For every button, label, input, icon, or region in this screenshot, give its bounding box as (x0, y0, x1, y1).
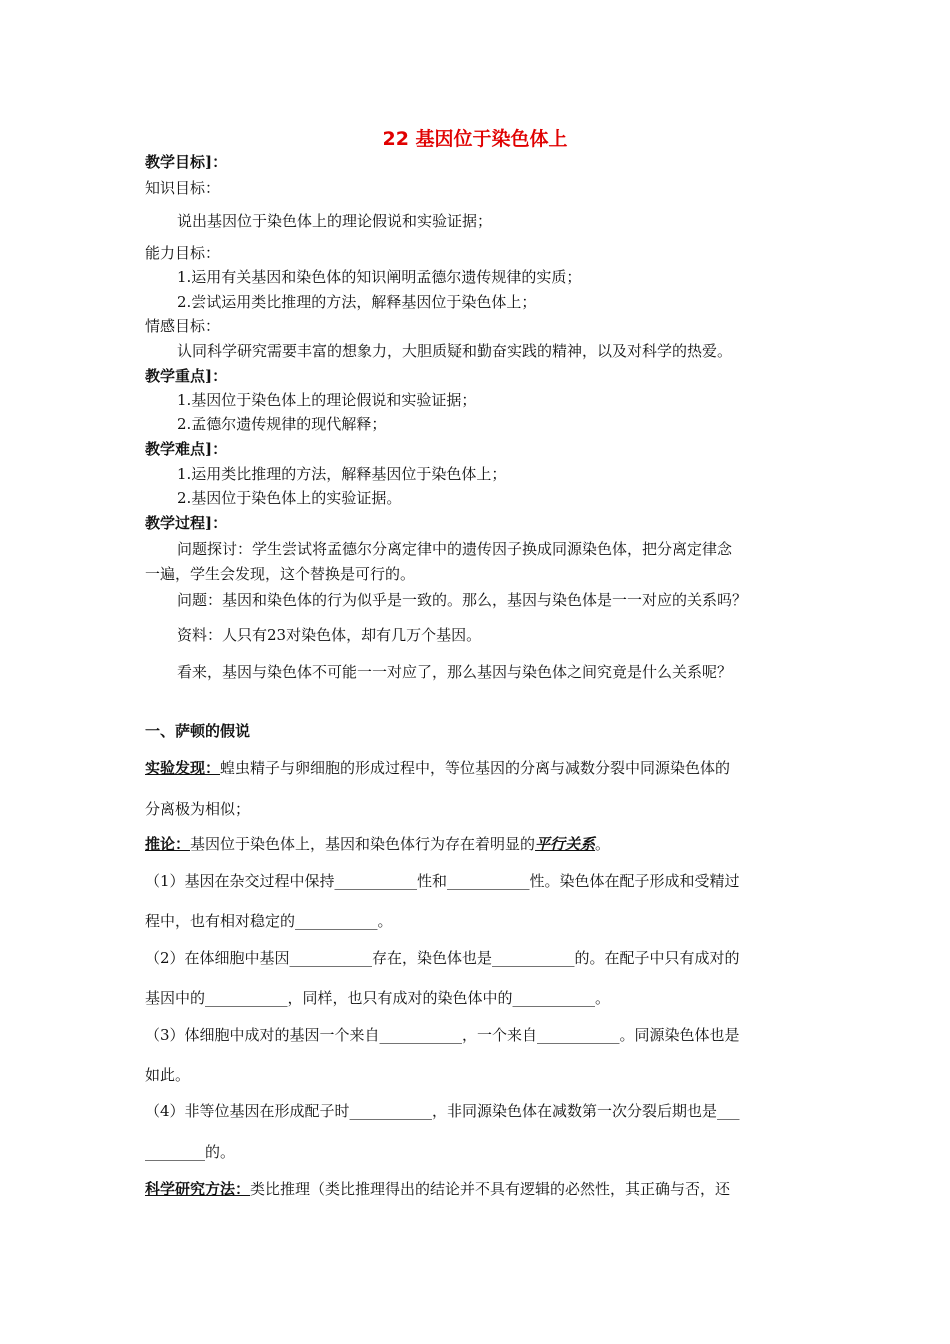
finding-line (145, 758, 730, 778)
process-paragraph-cont: 一遍，学生会发现，这个替换是可行的。 (145, 565, 416, 583)
finding-text: 蝗虫精子与卵细胞的形成过程中，等位基因的分离与减数分裂中同源染色体的 (220, 759, 731, 777)
objectives-heading: 教学目标]： (145, 153, 228, 171)
inference-line (145, 834, 610, 854)
difficulty-item: 1.运用类比推理的方法，解释基因位于染色体上； (177, 465, 507, 483)
question-1: （1）基因在杂交过程中保持___________性和___________性。染色体在配子形成和受精过 (145, 872, 740, 890)
question-3-cont: 如此。 (145, 1066, 191, 1084)
inference-end: 。 (595, 835, 611, 853)
process-heading: 教学过程]： (145, 514, 228, 532)
emotion-text: 认同科学研究需要丰富的想象力，大胆质疑和勤奋实践的精神，以及对科学的热爱。 (177, 342, 733, 360)
inference-emphasis: 平行关系 (535, 835, 596, 853)
method-text: 类比推理（类比推理得出的结论并不具有逻辑的必然性，其正确与否，还 (250, 1180, 731, 1198)
key-points-heading: 教学重点]： (145, 367, 228, 385)
process-paragraph: 问题探讨：学生尝试将孟德尔分离定律中的遗传因子换成同源染色体，把分离定律念 (177, 540, 733, 558)
method-line (145, 1179, 730, 1199)
question-4: （4）非等位基因在形成配子时___________，非同源染色体在减数第一次分裂后期也是___ (145, 1102, 740, 1120)
question-4-cont: ________的。 (145, 1143, 236, 1161)
section-heading: 一、萨顿的假说 (145, 722, 251, 740)
question-3: （3）体细胞中成对的基因一个来自___________，一个来自___________。同源染色体也是 (145, 1026, 740, 1044)
finding-line-cont: 分离极为相似； (145, 800, 251, 818)
knowledge-text: 说出基因位于染色体上的理论假说和实验证据； (177, 212, 493, 230)
inference-label: 推论： (145, 835, 191, 853)
key-point-item: 2.孟德尔遗传规律的现代解释； (177, 415, 387, 433)
knowledge-label: 知识目标： (145, 179, 221, 197)
ability-label: 能力目标： (145, 244, 221, 262)
question-1-cont: 程中，也有相对稳定的___________。 (145, 912, 393, 930)
method-label: 科学研究方法： (145, 1180, 251, 1198)
process-conclusion: 看来，基因与染色体不可能一一对应了，那么基因与染色体之间究竟是什么关系呢？ (177, 663, 733, 681)
difficulty-item: 2.基因位于染色体上的实验证据。 (177, 489, 402, 507)
emotion-label: 情感目标： (145, 317, 221, 335)
question-2-cont: 基因中的___________，同样，也只有成对的染色体中的___________。 (145, 989, 611, 1007)
process-material: 资料：人只有23对染色体，却有几万个基因。 (177, 626, 482, 644)
document-title: 22 基因位于染色体上 (382, 128, 568, 150)
ability-item: 1.运用有关基因和染色体的知识阐明孟德尔遗传规律的实质； (177, 268, 582, 286)
process-question: 问题：基因和染色体的行为似乎是一致的。那么，基因与染色体是一一对应的关系吗？ (177, 591, 748, 609)
finding-label: 实验发现： (145, 759, 221, 777)
question-2: （2）在体细胞中基因___________存在，染色体也是___________的。在配子中只有成对的 (145, 949, 740, 967)
difficulties-heading: 教学难点]： (145, 440, 228, 458)
key-point-item: 1.基因位于染色体上的理论假说和实验证据； (177, 391, 477, 409)
ability-item: 2.尝试运用类比推理的方法，解释基因位于染色体上； (177, 293, 537, 311)
inference-text: 基因位于染色体上，基因和染色体行为存在着明显的 (190, 835, 536, 853)
